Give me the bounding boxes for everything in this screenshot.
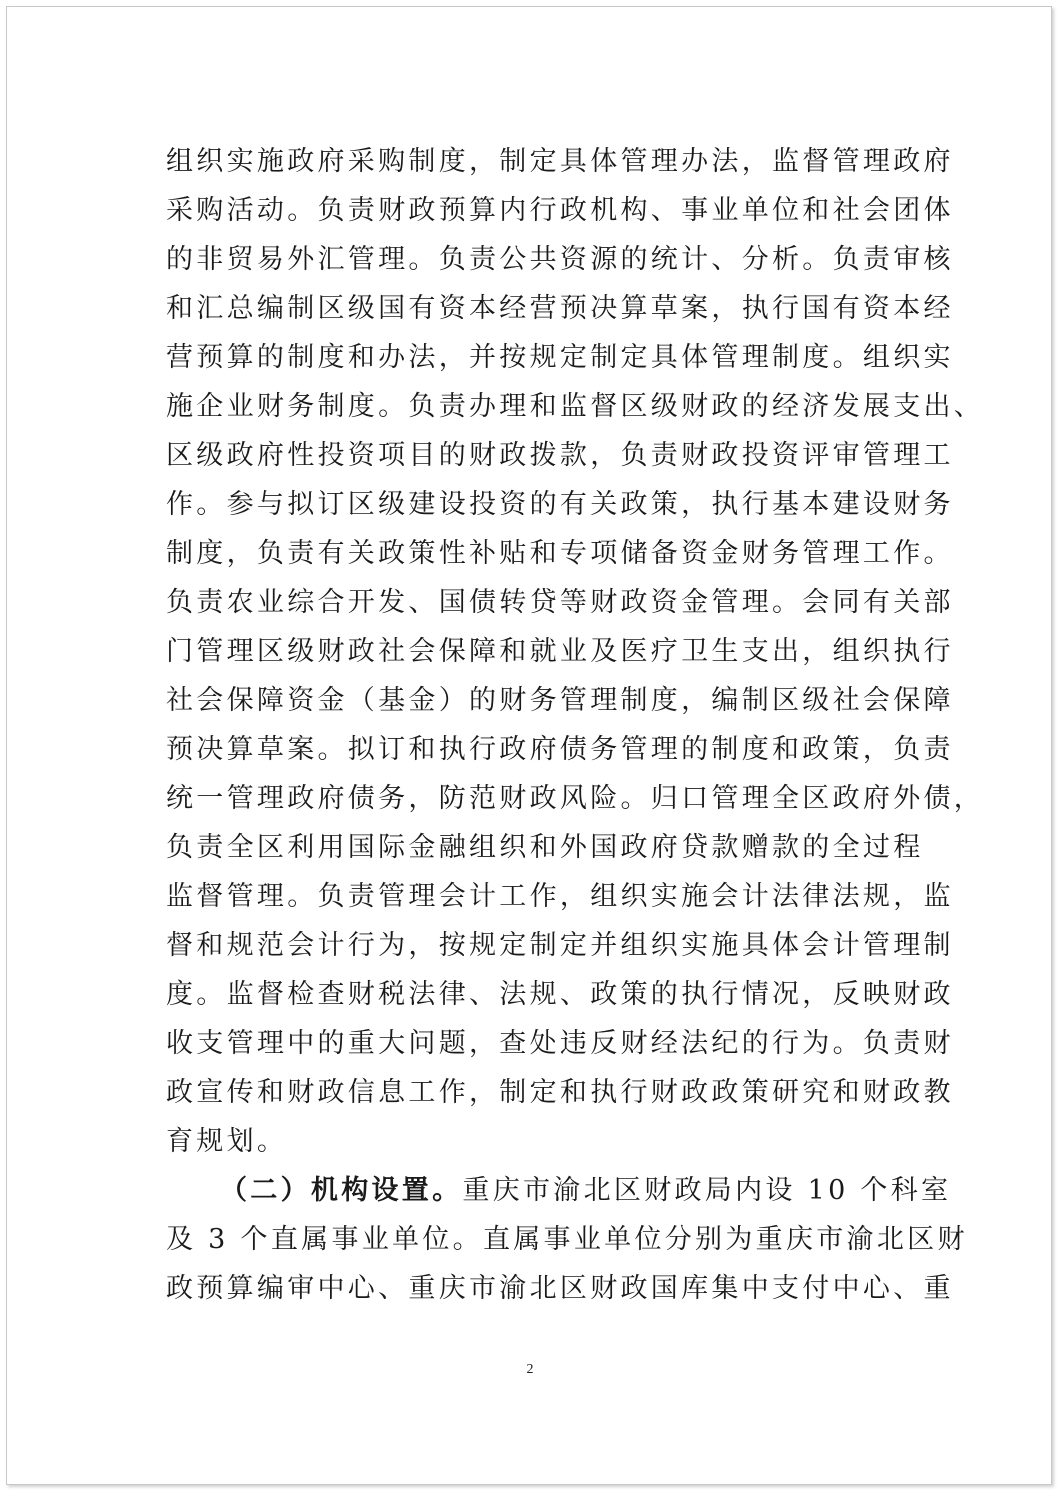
body-text	[166, 137, 985, 1313]
text-line: 门管理区级财政社会保障和就业及医疗卫生支出，组织执行	[166, 636, 954, 667]
text-line: 督和规范会计行为，按规定制定并组织实施具体会计管理制	[166, 930, 954, 961]
text-line: 监督管理。负责管理会计工作，组织实施会计法律法规，监	[166, 881, 954, 912]
text-line: 作。参与拟订区级建设投资的有关政策，执行基本建设财务	[166, 489, 954, 520]
text-line: 采购活动。负责财政预算内行政机构、事业单位和社会团体	[166, 195, 954, 226]
section-heading-rest: 重庆市渝北区财政局内设 10 个科室	[462, 1175, 952, 1206]
section-heading: （二）机构设置。	[220, 1175, 463, 1206]
text-line: 政预算编审中心、重庆市渝北区财政国库集中支付中心、重	[166, 1273, 954, 1304]
text-line: 的非贸易外汇管理。负责公共资源的统计、分析。负责审核	[166, 244, 954, 275]
page-number: 2	[526, 1362, 534, 1377]
text-line: 收支管理中的重大问题，查处违反财经法纪的行为。负责财	[166, 1028, 954, 1059]
text-line: 及 3 个直属事业单位。直属事业单位分别为重庆市渝北区财	[166, 1224, 968, 1255]
text-line: 育规划。	[166, 1126, 288, 1157]
section-heading-line	[166, 1166, 952, 1215]
text-line: 施企业财务制度。负责办理和监督区级财政的经济发展支出、	[166, 391, 985, 422]
text-line: 区级政府性投资项目的财政拨款，负责财政投资评审管理工	[166, 440, 954, 471]
text-line: 组织实施政府采购制度，制定具体管理办法，监督管理政府	[166, 146, 954, 177]
text-line: 营预算的制度和办法，并按规定制定具体管理制度。组织实	[166, 342, 954, 373]
text-line: 政宣传和财政信息工作，制定和执行财政政策研究和财政教	[166, 1077, 954, 1108]
text-line: 和汇总编制区级国有资本经营预决算草案，执行国有资本经	[166, 293, 954, 324]
text-line: 负责全区利用国际金融组织和外国政府贷款赠款的全过程	[166, 832, 924, 863]
text-line: 预决算草案。拟订和执行政府债务管理的制度和政策，负责	[166, 734, 954, 765]
text-line: 负责农业综合开发、国债转贷等财政资金管理。会同有关部	[166, 587, 954, 618]
text-line: 度。监督检查财税法律、法规、政策的执行情况，反映财政	[166, 979, 954, 1010]
text-line: 制度，负责有关政策性补贴和专项储备资金财务管理工作。	[166, 538, 954, 569]
text-line: 统一管理政府债务，防范财政风险。归口管理全区政府外债，	[166, 783, 985, 814]
text-line: 社会保障资金（基金）的财务管理制度，编制区级社会保障	[166, 685, 954, 716]
